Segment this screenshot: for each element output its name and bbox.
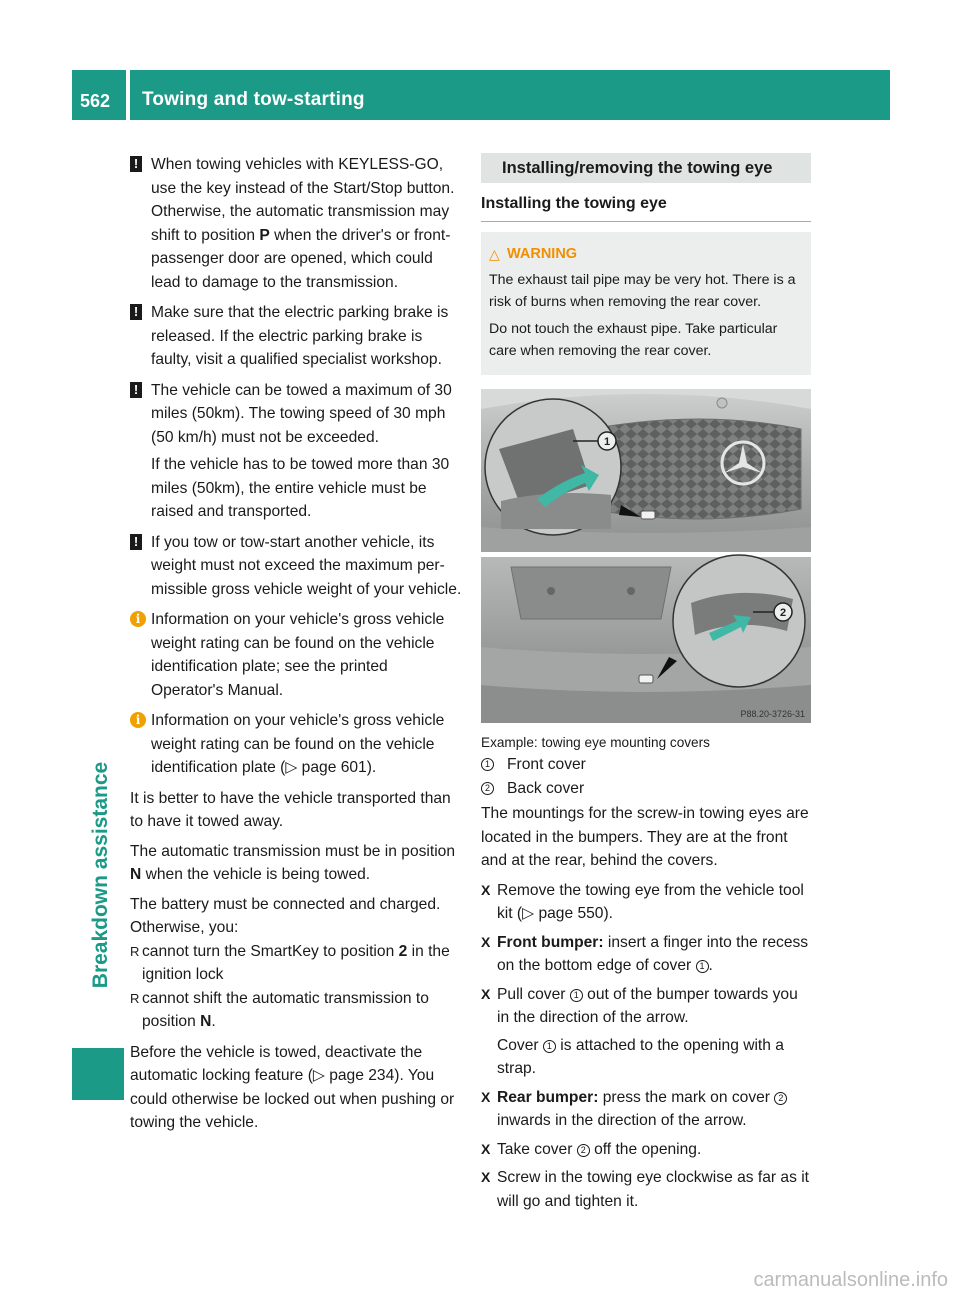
- step-screw-in: X Screw in the towing eye clockwise as far as it will go and tighten it.: [481, 1166, 811, 1213]
- exclamation-icon: !: [130, 304, 142, 320]
- bullet-icon: R: [130, 943, 140, 959]
- legend-back-cover: 2 Back cover: [481, 777, 811, 801]
- warning-triangle-icon: △: [489, 246, 500, 262]
- exclamation-icon: !: [130, 534, 142, 550]
- paragraph-mountings: The mountings for the screw-in towing eyes are located in the bumpers. They are at the front and at the rear, behind the covers.: [481, 805, 809, 869]
- arrow-right-icon: X: [481, 881, 491, 898]
- step-front-bumper: X Front bumper: insert a finger into the recess on the bottom edge of cover 1 .: [481, 931, 811, 978]
- subsection-heading: Installing the towing eye: [481, 193, 811, 222]
- number-2-icon: 2: [577, 1144, 590, 1157]
- step-pull-cover: X Pull cover 1 out of the bumper towards you in the direction of the arrow. Cover 1 is attached to the opening with a strap.: [481, 983, 811, 1081]
- page-title: Towing and tow-starting: [142, 89, 365, 110]
- side-section-label-text: Breakdown assistance: [89, 761, 112, 989]
- note-tow-weight: ! If you tow or tow-start another vehicle, its weight must not exceed the maximum permissible gross vehicle weight of your vehicle.: [130, 531, 462, 602]
- info-icon: i: [130, 712, 146, 728]
- side-section-label: [86, 725, 116, 1025]
- exclamation-icon: !: [130, 156, 142, 172]
- info-icon: i: [130, 611, 146, 627]
- arrow-right-icon: X: [481, 1169, 491, 1185]
- bullet-smartkey: R cannot turn the SmartKey to position 2 in the ignition lock: [130, 940, 462, 987]
- side-tab-marker: [72, 1048, 124, 1100]
- page-number: 562: [80, 91, 111, 111]
- header-divider: [126, 70, 130, 120]
- warning-text-1: The exhaust tail pipe may be very hot. There is a risk of burns when removing the rear cover.: [489, 272, 796, 310]
- right-column: [481, 153, 811, 1218]
- note-parking-brake: ! Make sure that the electric parking brake is released. If the electric parking brake is faulty, visit a qualified specialist workshop.: [130, 301, 462, 372]
- number-1-icon: 1: [481, 758, 494, 771]
- legend-front-cover: 1 Front cover: [481, 753, 811, 777]
- step-take-cover: X Take cover 2 off the opening.: [481, 1138, 811, 1162]
- towing-eye-cover-illustration: [481, 389, 811, 723]
- number-1-icon: 1: [543, 1040, 556, 1053]
- figure-caption: Example: towing eye mounting covers: [481, 735, 710, 750]
- rear-bumper-view: [481, 555, 811, 723]
- svg-text:1: 1: [603, 436, 611, 448]
- info-weight-rating-manual: i Information on your vehicle's gross vehicle weight rating can be found on the vehicle identification plate; see the printed Operator's Manual.: [130, 608, 462, 702]
- bullet-icon: R: [130, 990, 140, 1006]
- arrow-right-icon: X: [481, 985, 491, 1002]
- note-transmission: ! When towing vehicles with KEYLESS-GO, use the key instead of the Start/Stop button. Otherwise, the automatic transmission may shift to position P when the driver's or front-passenger door are opened, which could lead to damage to the transmission.: [130, 153, 462, 294]
- step-remove-eye: X Remove the towing eye from the vehicle tool kit (▷ page 550).: [481, 879, 811, 926]
- step-rear-bumper: X Rear bumper: press the mark on cover 2 inwards in the direction of the arrow.: [481, 1086, 811, 1133]
- footer-watermark-url: carmanualsonline.info: [753, 1269, 948, 1291]
- paragraph-transmission-n: The automatic transmission must be in position N when the vehicle is being towed.: [130, 842, 456, 883]
- warning-box: [481, 232, 811, 375]
- paragraph-locking: Before the vehicle is towed, deactivate the automatic locking feature (▷ page 234). You could otherwise be locked out when pushing or towing the vehicle.: [130, 1043, 455, 1131]
- warning-text-2: Do not touch the exhaust pipe. Take particular care when removing the rear cover.: [489, 321, 778, 359]
- paragraph-battery: The battery must be connected and charged. Otherwise, you:: [130, 895, 441, 936]
- number-1-icon: 1: [570, 989, 583, 1002]
- section-heading: Installing/removing the towing eye: [481, 153, 811, 183]
- warning-title: △ WARNING: [489, 243, 803, 265]
- note-tow-distance: ! The vehicle can be towed a maximum of 30 miles (50km). The towing speed of 30 mph (50 km/h) must not be exceeded. If the vehicle has to be towed more than 30 miles (50km), the entire vehicle must be raised and transported.: [130, 379, 462, 524]
- arrow-right-icon: X: [481, 933, 491, 950]
- arrow-right-icon: X: [481, 1088, 491, 1105]
- paragraph-transport: It is better to have the vehicle transported than to have it towed away.: [130, 789, 451, 830]
- figure-code: P88.20-3726-31: [740, 709, 805, 719]
- number-2-icon: 2: [774, 1092, 787, 1105]
- bullet-shift: R cannot shift the automatic transmission to position N.: [130, 987, 462, 1034]
- illustration-svg: [481, 389, 811, 723]
- front-bumper-view: [481, 389, 811, 552]
- svg-text:2: 2: [779, 607, 787, 619]
- arrow-right-icon: X: [481, 1140, 491, 1157]
- exclamation-icon: !: [130, 382, 142, 398]
- left-column: [130, 153, 462, 1135]
- info-weight-rating-page: i Information on your vehicle's gross vehicle weight rating can be found on the vehicle identification plate (▷ page 601).: [130, 709, 462, 780]
- number-2-icon: 2: [481, 782, 494, 795]
- number-1-icon: 1: [696, 960, 709, 973]
